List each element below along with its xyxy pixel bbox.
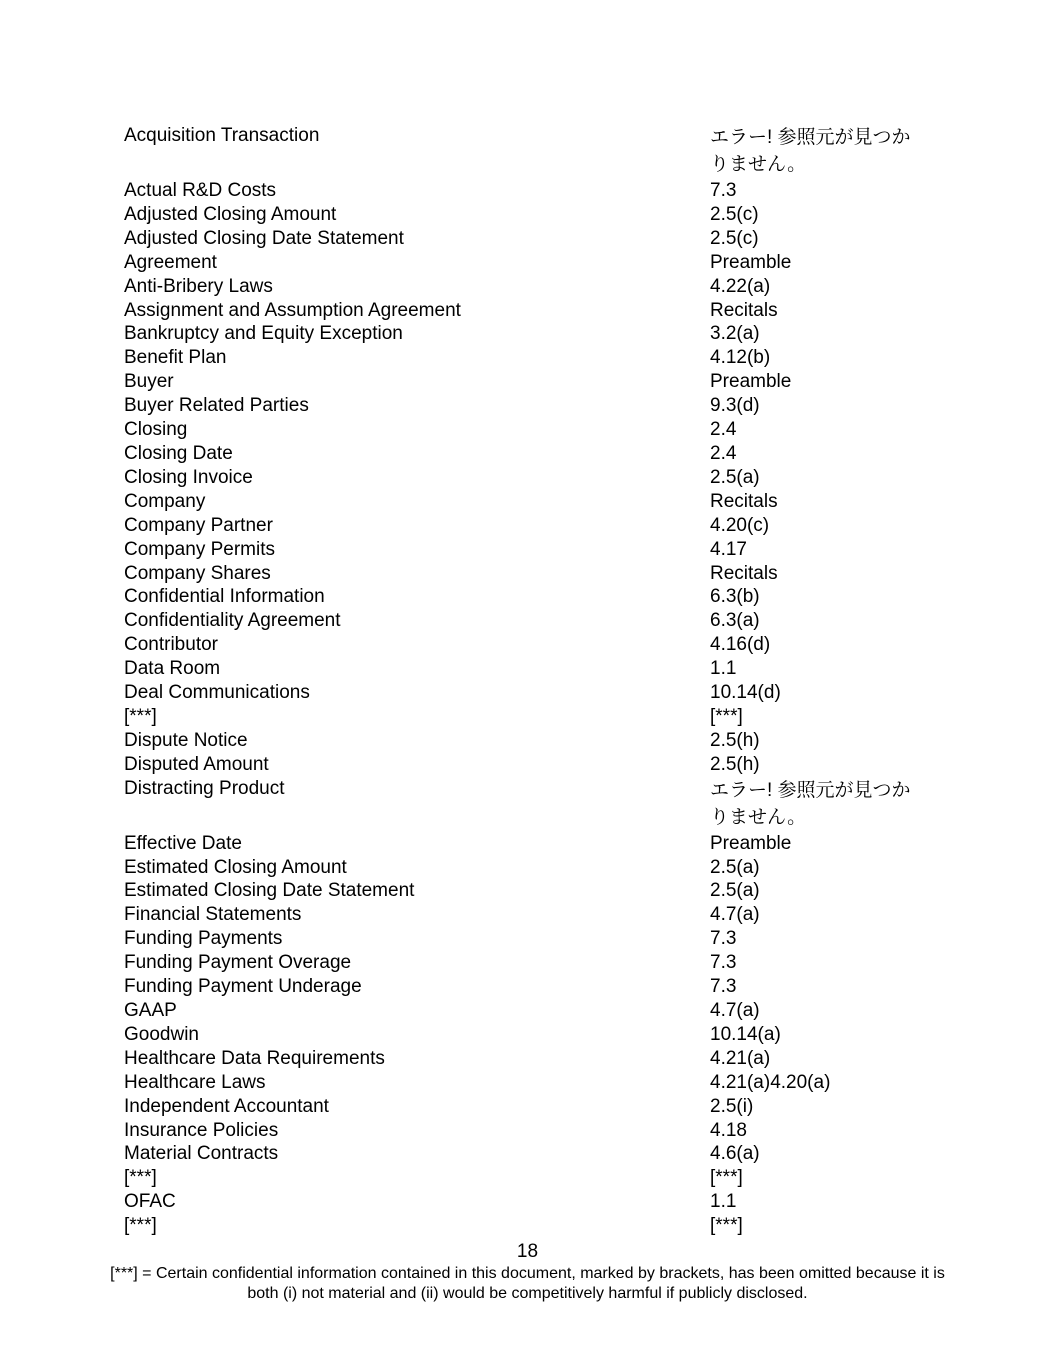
index-entry: [124, 879, 944, 903]
index-term: Company Shares: [124, 562, 271, 584]
index-entry: [124, 179, 944, 203]
index-term: Assignment and Assumption Agreement: [124, 299, 461, 321]
index-entry: [124, 466, 944, 490]
index-term: [***]: [124, 1215, 157, 1237]
index-term: Benefit Plan: [124, 347, 227, 369]
index-section-reference: 4.12(b): [710, 347, 771, 369]
index-term: Buyer Related Parties: [124, 395, 309, 417]
index-term: Acquisition Transaction: [124, 125, 320, 146]
index-term: Adjusted Closing Date Statement: [124, 227, 404, 249]
index-term: Contributor: [124, 634, 218, 656]
index-section-reference: 4.7(a): [710, 904, 760, 926]
index-entry: [124, 753, 944, 777]
index-entry: [124, 370, 944, 394]
index-term: Funding Payments: [124, 928, 283, 950]
index-section-reference: 1.1: [710, 1191, 737, 1213]
index-term: Actual R&D Costs: [124, 180, 277, 201]
index-section-reference: 2.5(h): [710, 729, 760, 751]
index-section-reference: Preamble: [710, 832, 792, 854]
index-section-reference: 2.5(c): [710, 203, 759, 225]
index-section-reference: 2.5(h): [710, 753, 760, 775]
index-term: Dispute Notice: [124, 729, 248, 751]
index-section-reference: エラー! 参照元が見つかりません。: [710, 127, 911, 175]
index-section-reference: 4.21(a)4.20(a): [710, 1071, 831, 1093]
index-term: Confidentiality Agreement: [124, 610, 341, 632]
index-section-reference: 6.3(a): [710, 610, 760, 632]
index-term: Insurance Policies: [124, 1119, 279, 1141]
index-term: Independent Accountant: [124, 1095, 329, 1117]
index-term: Bankruptcy and Equity Exception: [124, 323, 403, 345]
index-entry: [124, 705, 944, 729]
index-entry: [124, 227, 944, 251]
index-section-reference: 7.3: [710, 952, 737, 974]
confidentiality-footnote: [***] = Certain confidential information contained in this document, marked by brackets, has been omitted because it is both (i) not material and (ii) would be competitively harmful if publicly disclosed.: [110, 1265, 945, 1302]
index-section-reference: 4.20(c): [710, 514, 770, 536]
index-entry: [124, 681, 944, 705]
index-section-reference: 4.7(a): [710, 1000, 760, 1021]
index-section-reference: 2.5(a): [710, 856, 760, 878]
index-section-reference: Preamble: [710, 251, 792, 273]
index-entry: [124, 442, 944, 466]
index-entry: [124, 124, 944, 178]
index-entry: [124, 1023, 944, 1047]
index-term: [***]: [124, 705, 157, 727]
index-section-reference: 2.4: [710, 442, 737, 464]
index-section-reference: Recitals: [710, 490, 778, 512]
index-section-reference: Recitals: [710, 299, 778, 321]
index-section-reference: 4.16(d): [710, 634, 771, 656]
index-term: Funding Payment Overage: [124, 952, 352, 974]
index-entry: [124, 585, 944, 609]
index-term: Distracting Product: [124, 777, 285, 799]
index-entry: [124, 1190, 944, 1214]
index-term: Company: [124, 490, 206, 512]
index-entry: [124, 562, 944, 586]
index-term: Closing Invoice: [124, 466, 253, 488]
index-term: Estimated Closing Date Statement: [124, 880, 415, 902]
index-entry: [124, 609, 944, 633]
index-section-reference: [***]: [710, 1215, 743, 1237]
index-section-reference: 4.21(a): [710, 1047, 771, 1069]
index-term: Funding Payment Underage: [124, 976, 362, 998]
index-term: Buyer: [124, 371, 174, 393]
index-section-reference: 2.5(a): [710, 880, 760, 902]
index-section-reference: 1.1: [710, 658, 737, 680]
index-section-reference: 2.5(c): [710, 227, 759, 249]
index-term: Disputed Amount: [124, 753, 269, 775]
index-section-reference: 9.3(d): [710, 395, 760, 417]
index-section-reference: 4.6(a): [710, 1143, 760, 1165]
index-entry: [124, 657, 944, 681]
index-entry: [124, 927, 944, 951]
index-term: Material Contracts: [124, 1143, 279, 1165]
index-section-reference: Recitals: [710, 562, 778, 584]
index-term: Company Permits: [124, 538, 275, 560]
index-entry: [124, 975, 944, 999]
index-entry: [124, 729, 944, 753]
index-entry: [124, 951, 944, 975]
index-section-reference: 2.4: [710, 419, 737, 441]
index-term: Healthcare Data Requirements: [124, 1047, 385, 1069]
index-entry: [124, 538, 944, 562]
index-term: Agreement: [124, 251, 217, 273]
index-entry: [124, 251, 944, 275]
index-entry: [124, 1119, 944, 1143]
index-term: Estimated Closing Amount: [124, 856, 347, 878]
index-section-reference: 4.17: [710, 538, 747, 560]
index-term: Deal Communications: [124, 682, 310, 704]
index-entry: [124, 275, 944, 299]
index-entry: [124, 322, 944, 346]
index-entry: [124, 999, 944, 1023]
index-entry: [124, 856, 944, 880]
index-section-reference: 7.3: [710, 976, 737, 998]
index-entry: [124, 1095, 944, 1119]
index-section-reference: 10.14(d): [710, 682, 781, 704]
index-term: Healthcare Laws: [124, 1071, 266, 1093]
index-section-reference: 6.3(b): [710, 586, 760, 608]
index-section-reference: 4.22(a): [710, 275, 771, 297]
index-term: OFAC: [124, 1191, 176, 1213]
index-section-reference: 2.5(i): [710, 1095, 754, 1117]
index-term: Closing Date: [124, 442, 233, 464]
index-term: Financial Statements: [124, 904, 302, 926]
index-term: Goodwin: [124, 1023, 199, 1045]
index-term: Confidential Information: [124, 586, 325, 608]
index-entry: [124, 418, 944, 442]
index-entry: [124, 1047, 944, 1071]
index-entry: [124, 394, 944, 418]
index-entry: [124, 1166, 944, 1190]
index-section-reference: 7.3: [710, 928, 737, 950]
index-entry: [124, 777, 944, 831]
index-entry: [124, 633, 944, 657]
index-entry: [124, 1142, 944, 1166]
index-term: Data Room: [124, 658, 221, 680]
index-term: Closing: [124, 419, 188, 441]
index-term: Company Partner: [124, 514, 273, 536]
defined-terms-index: [124, 124, 944, 1238]
index-term: [***]: [124, 1167, 157, 1189]
index-section-reference: 2.5(a): [710, 466, 760, 488]
index-section-reference: 4.18: [710, 1119, 747, 1141]
index-entry: [124, 299, 944, 323]
index-section-reference: 3.2(a): [710, 323, 760, 345]
index-entry: [124, 903, 944, 927]
index-section-reference: [***]: [710, 1167, 743, 1189]
index-section-reference: Preamble: [710, 371, 792, 393]
index-term: Anti-Bribery Laws: [124, 275, 273, 297]
index-section-reference: エラー! 参照元が見つかりません。: [710, 779, 911, 828]
page-number: 18: [516, 1241, 539, 1262]
index-term: Effective Date: [124, 832, 242, 854]
index-entry: [124, 514, 944, 538]
index-entry: [124, 203, 944, 227]
index-entry: [124, 1071, 944, 1095]
index-entry: [124, 346, 944, 370]
index-entry: [124, 490, 944, 514]
index-section-reference: [***]: [710, 705, 743, 727]
index-term: GAAP: [124, 1000, 177, 1021]
index-term: Adjusted Closing Amount: [124, 203, 337, 225]
index-section-reference: 7.3: [710, 180, 737, 201]
index-entry: [124, 1214, 944, 1238]
index-entry: [124, 832, 944, 856]
index-section-reference: 10.14(a): [710, 1023, 781, 1045]
